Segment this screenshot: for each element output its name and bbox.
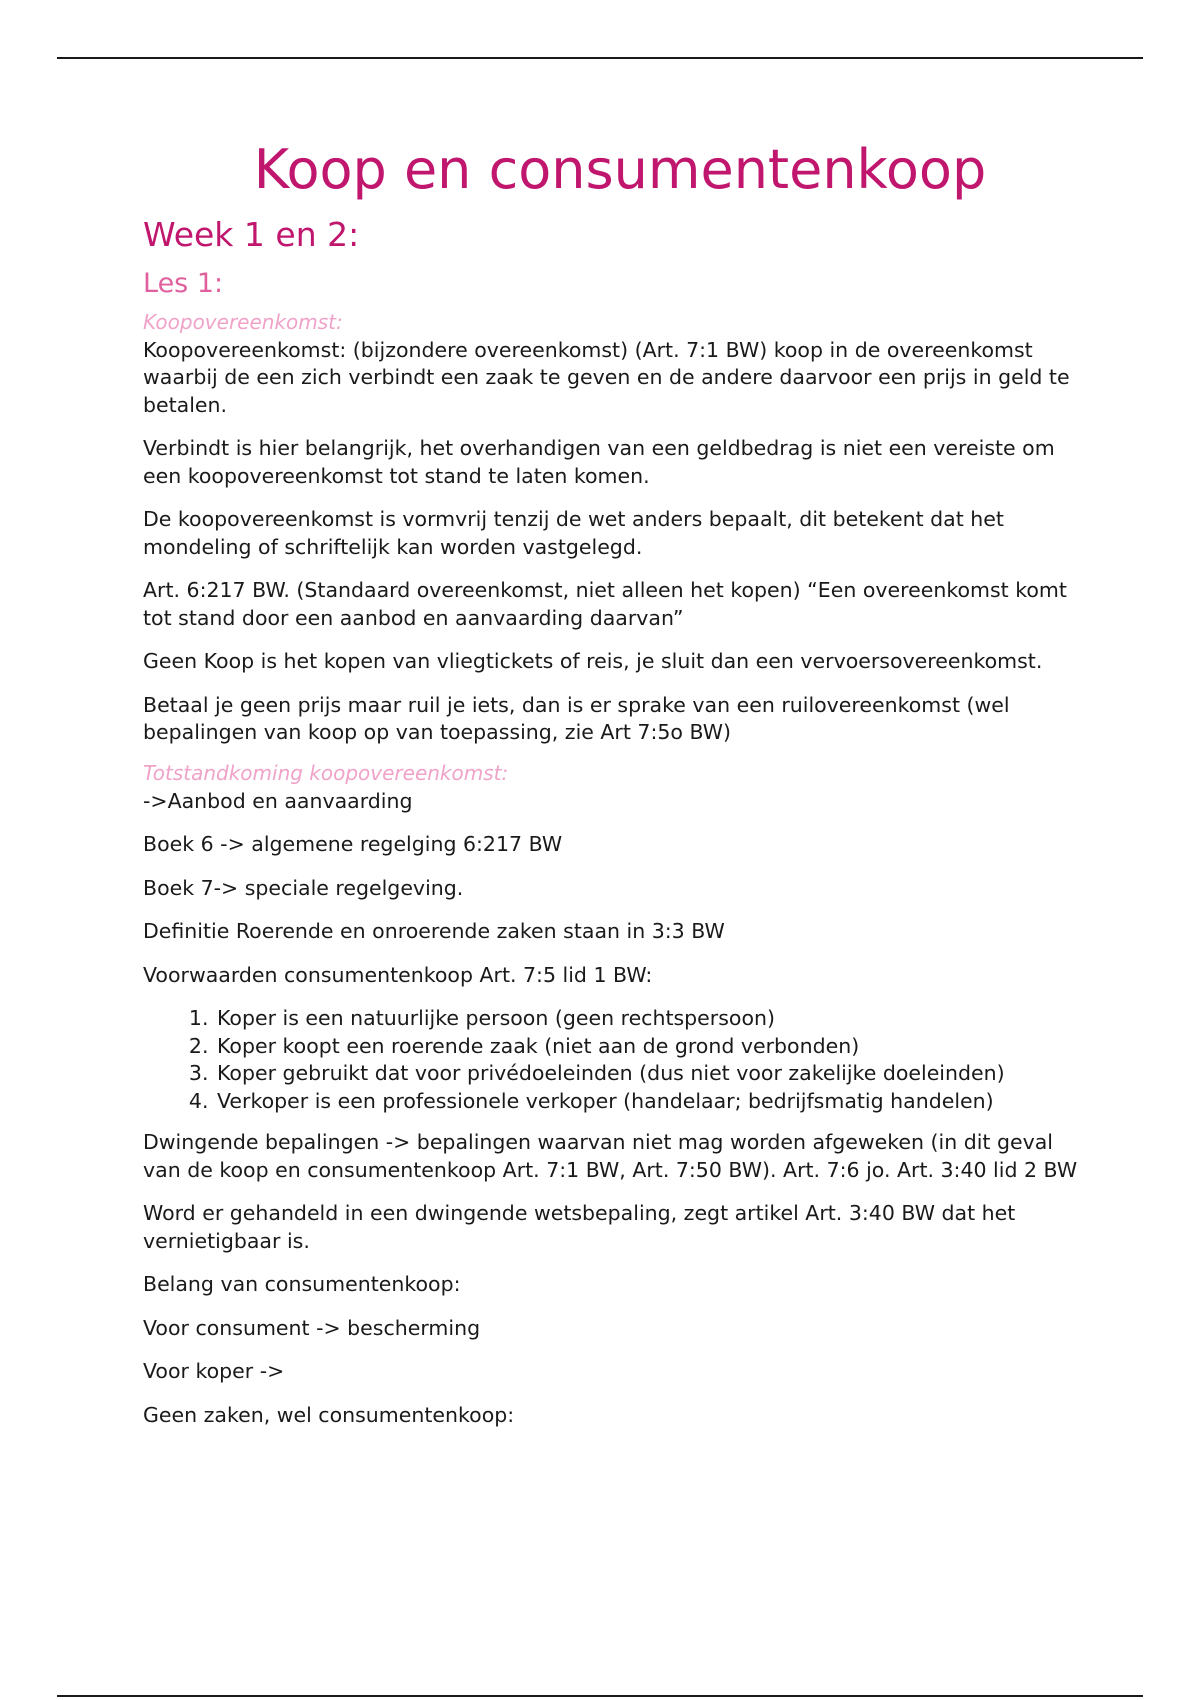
paragraph: Voor consument -> bescherming xyxy=(143,1315,481,1340)
list-item: 2. Koper koopt een roerende zaak (niet aan de grond verbonden) xyxy=(215,1033,1083,1061)
paragraph: Word er gehandeld in een dwingende wetsbepaling, zegt artikel Art. 3:40 BW dat het vernietigbaar is. xyxy=(143,1201,1016,1253)
document-title: Koop en consumentenkoop xyxy=(253,138,987,201)
paragraph: Dwingende bepalingen -> bepalingen waarvan niet mag worden afgeweken (in dit geval van de koop en consumentenkoop Art. 7:1 BW, Art. 7:50 BW). Art. 7:6 jo. Art. 3:40 lid 2 BW xyxy=(143,1130,1078,1182)
paragraph: Geen zaken, wel consumentenkoop: xyxy=(143,1402,515,1427)
list-item: 1. Koper is een natuurlijke persoon (geen rechtspersoon) xyxy=(215,1005,1083,1033)
paragraph: Definitie Roerende en onroerende zaken staan in 3:3 BW xyxy=(143,919,725,944)
paragraph: Voor koper -> xyxy=(143,1359,285,1384)
paragraph: Voorwaarden consumentenkoop Art. 7:5 lid 1 BW: xyxy=(143,962,653,987)
paragraph: Boek 6 -> algemene regelging 6:217 BW xyxy=(143,832,563,857)
section-heading-koopovereenkomst: Koopovereenkomst: xyxy=(143,309,343,334)
paragraph: Geen Koop is het kopen van vliegtickets of reis, je sluit dan een vervoersovereenkomst. xyxy=(143,649,1043,674)
week-heading: Week 1 en 2: xyxy=(143,214,360,254)
document-page xyxy=(143,138,1083,1445)
list-item: 4. Verkoper is een professionele verkoper (handelaar; bedrijfsmatig handelen) xyxy=(215,1088,1083,1116)
paragraph: Art. 6:217 BW. (Standaard overeenkomst, niet alleen het kopen) “Een overeenkomst komt tot stand door een aanbod en aanvaarding daarvan” xyxy=(143,578,1067,630)
paragraph: Betaal je geen prijs maar ruil je iets, dan is er sprake van een ruilovereenkomst (wel bepalingen van koop op van toepassing, zie Art 7:5o BW) xyxy=(143,692,1010,745)
conditions-list xyxy=(143,1005,1083,1115)
paragraph: Belang van consumentenkoop: xyxy=(143,1272,461,1297)
top-rule xyxy=(57,57,1143,59)
paragraph: Koopovereenkomst: (bijzondere overeenkomst) (Art. 7:1 BW) koop in de overeenkomst waarbij de een zich verbindt een zaak te geven en de andere daarvoor een prijs in geld te betalen. xyxy=(143,337,1070,417)
section-heading-totstandkoming: Totstandkoming koopovereenkomst: xyxy=(143,760,509,785)
paragraph: Verbindt is hier belangrijk, het overhandigen van een geldbedrag is niet een vereiste om een koopovereenkomst tot stand te laten komen. xyxy=(143,436,1055,488)
les-heading: Les 1: xyxy=(143,268,224,300)
paragraph: ->Aanbod en aanvaarding xyxy=(143,788,413,813)
bottom-rule xyxy=(57,1695,1143,1697)
list-item: 3. Koper gebruikt dat voor privédoeleinden (dus niet voor zakelijke doeleinden) xyxy=(215,1060,1083,1088)
paragraph: Boek 7-> speciale regelgeving. xyxy=(143,875,464,900)
paragraph: De koopovereenkomst is vormvrij tenzij de wet anders bepaalt, dit betekent dat het mondeling of schriftelijk kan worden vastgelegd. xyxy=(143,507,1004,559)
